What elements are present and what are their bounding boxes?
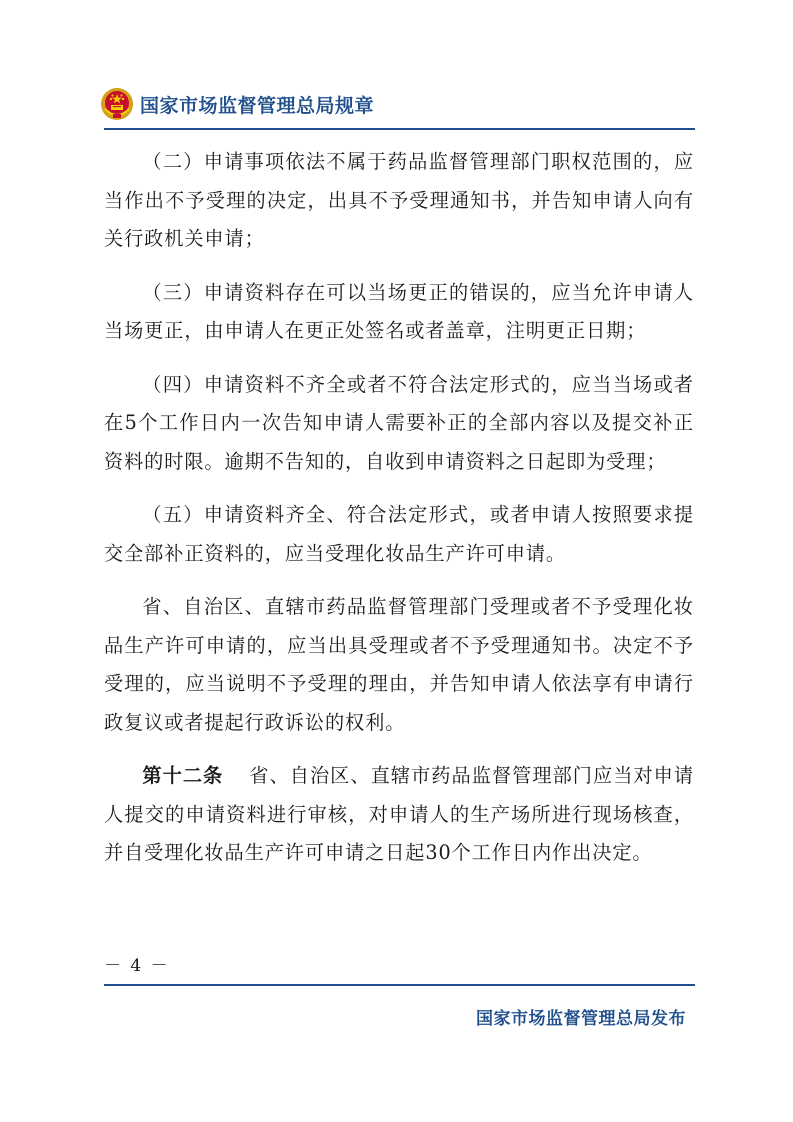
body-paragraph: （二）申请事项依法不属于药品监督管理部门职权范围的，应当作出不予受理的决定，出具不予受理通知书，并告知申请人向有关行政机关申请；: [104, 150, 694, 250]
header-divider: [104, 128, 695, 130]
article-paragraph: [104, 757, 694, 873]
page-number: － 4 －: [104, 956, 170, 976]
header-title: 国家市场监督管理总局规章: [140, 94, 375, 117]
footer-divider: [104, 984, 695, 986]
article-heading: 第十二条: [142, 764, 224, 787]
body-paragraph: （三）申请资料存在可以当场更正的错误的，应当允许申请人当场更正，由申请人在更正处签名或者盖章，注明更正日期；: [104, 280, 694, 342]
body-paragraph: 省、自治区、直辖市药品监督管理部门受理或者不予受理化妆品生产许可申请的，应当出具受理或者不予受理通知书。决定不予受理的，应当说明不予受理的理由，并告知申请人依法享有申请行政复议或者提起行政诉讼的权利。: [104, 595, 694, 734]
body-paragraph: （四）申请资料不齐全或者不符合法定形式的，应当当场或者在5个工作日内一次告知申请人需要补正的全部内容以及提交补正资料的时限。逾期不告知的，自收到申请资料之日起即为受理；: [104, 372, 694, 473]
national-emblem-icon: [100, 87, 134, 121]
page-header: [100, 84, 374, 124]
footer-publisher: 国家市场监督管理总局发布: [476, 1009, 686, 1029]
document-body: [104, 143, 694, 888]
body-paragraph: （五）申请资料齐全、符合法定形式，或者申请人按照要求提交全部补正资料的，应当受理化妆品生产许可申请。: [104, 503, 694, 565]
article-text: 省、自治区、直辖市药品监督管理部门应当对申请人提交的申请资料进行审核，对申请人的生产场所进行现场核查，并自受理化妆品生产许可申请之日起30个工作日内作出决定。: [104, 764, 694, 864]
